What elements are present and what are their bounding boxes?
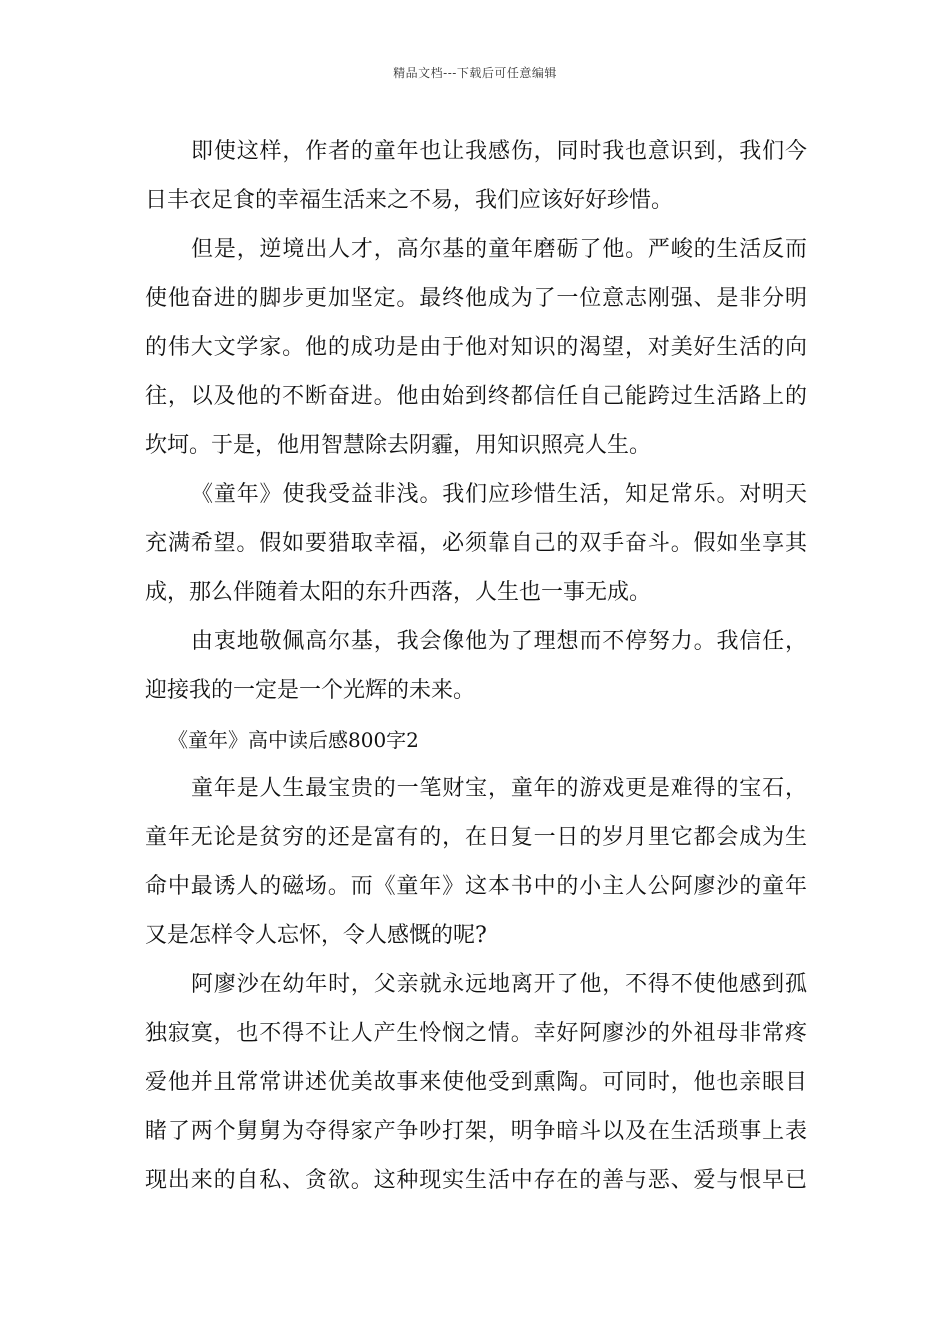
text-line: 但是，逆境出人才，高尔基的童年磨砺了他。严峻的生活反而 (191, 237, 807, 262)
text-line: 由衷地敬佩高尔基，我会像他为了理想而不停努力。我信任， (191, 629, 807, 654)
text-line: 又是怎样令人忘怀，令人感慨的呢? (145, 923, 487, 948)
text-line: 充满希望。假如要猎取幸福，必须靠自己的双手奋斗。假如坐享其 (145, 531, 807, 556)
text-line: 往，以及他的不断奋进。他由始到终都信任自己能跨过生活路上的 (145, 384, 807, 409)
text-line: 爱他并且常常讲述优美故事来使他受到熏陶。可同时，他也亲眼目 (145, 1070, 807, 1095)
text-line: 阿廖沙在幼年时，父亲就永远地离开了他，不得不使他感到孤 (191, 972, 807, 997)
document-body (145, 131, 807, 1209)
text-line: 日丰衣足食的幸福生活来之不易，我们应该好好珍惜。 (145, 188, 674, 213)
text-line: 的伟大文学家。他的成功是由于他对知识的渴望，对美好生活的向 (145, 335, 807, 360)
text-line: 即使这样，作者的童年也让我感伤，同时我也意识到，我们今 (191, 139, 807, 164)
text-line: 迎接我的一定是一个光辉的未来。 (145, 678, 476, 703)
text-line: 命中最诱人的磁场。而《童年》这本书中的小主人公阿廖沙的童年 (145, 874, 807, 899)
text-line: 现出来的自私、贪欲。这种现实生活中存在的善与恶、爱与恨早已 (145, 1168, 807, 1193)
text-line: 《童年》使我受益非浅。我们应珍惜生活，知足常乐。对明天 (191, 482, 807, 507)
text-line: 使他奋进的脚步更加坚定。最终他成为了一位意志刚强、是非分明 (145, 286, 807, 311)
text-line: 童年无论是贫穷的还是富有的，在日复一日的岁月里它都会成为生 (145, 825, 807, 850)
text-line: 睹了两个舅舅为夺得家产争吵打架，明争暗斗以及在生活琐事上表 (145, 1119, 807, 1144)
text-line: 成，那么伴随着太阳的东升西落，人生也一事无成。 (145, 580, 652, 605)
page-header: 精品文档---下载后可任意编辑 (393, 66, 557, 80)
text-line: 坎坷。于是，他用智慧除去阴霾，用知识照亮人生。 (145, 433, 652, 458)
text-line: 童年是人生最宝贵的一笔财宝，童年的游戏更是难得的宝石， (191, 776, 807, 801)
text-line: 独寂寞，也不得不让人产生怜悯之情。幸好阿廖沙的外祖母非常疼 (145, 1021, 807, 1046)
section-heading: 《童年》高中读后感800字2 (168, 728, 419, 752)
